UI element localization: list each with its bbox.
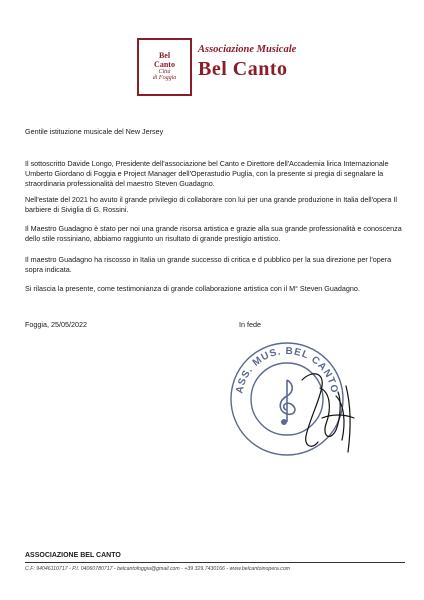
- letter-paragraph-1: Il sottoscritto Davide Longo, Presidente dell'associazione bel Canto e Direttore dell'Accademia lirica Internazionale Umberto Giordano di Foggia e Project Manager dell'Operastudio Puglia, con la presente si pregia di segnalare la straordinaria professionalità del maestro Steven Guadagno.: [25, 159, 389, 188]
- logo-line-3: Città: [158, 69, 171, 76]
- letterhead-subtitle: Associazione Musicale: [198, 44, 297, 55]
- handwritten-signature: [292, 362, 362, 462]
- letterhead-name: Bel Canto: [198, 58, 288, 80]
- logo-line-4: di Foggia: [152, 75, 177, 82]
- letter-paragraph-3: Il Maestro Guadagno è stato per noi una grande risorsa artistica e grazie alla sua grande professionalità e conoscenza dello stile rossiniano, abbiamo raggiunto un risultato di grande prestigio artistico.: [25, 224, 402, 243]
- footer-association-name: ASSOCIAZIONE BEL CANTO: [25, 552, 121, 559]
- logo-line-2: Canto: [154, 59, 175, 69]
- place-date: Foggia, 25/05/2022: [25, 320, 87, 329]
- letter-paragraph-4: Il maestro Guadagno ha riscosso in Italia un grande successo di critica e d pubblico per la sua direzione per l'opera sopra indicata.: [25, 255, 392, 274]
- footer-divider: [25, 562, 405, 563]
- footer-contacts: C.F: 94046110717 - P.I. 04060780717 - belcantofoggia@gmail.com - +39 329.7430166 - www.belcantoinopera.com: [25, 566, 291, 572]
- letter-paragraph-5: Si rilascia la presente, come testimonianza di grande collaborazione artistica con il M° Steven Guadagno.: [25, 284, 360, 293]
- stamp-text: ASS. MUS. BEL CANTO: [234, 345, 340, 395]
- letter-paragraph-2: Nell'estate del 2021 ho avuto il grande privilegio di collaborare con lui per una grande produzione in Italia dell'opera Il barbiere di Siviglia di G. Rossini.: [25, 195, 397, 214]
- bel-canto-logo: [137, 38, 192, 96]
- closing: In fede: [239, 320, 261, 329]
- logo-line-1: Bel: [158, 51, 171, 61]
- letter-greeting: Gentile istituzione musicale del New Jersey: [25, 127, 164, 136]
